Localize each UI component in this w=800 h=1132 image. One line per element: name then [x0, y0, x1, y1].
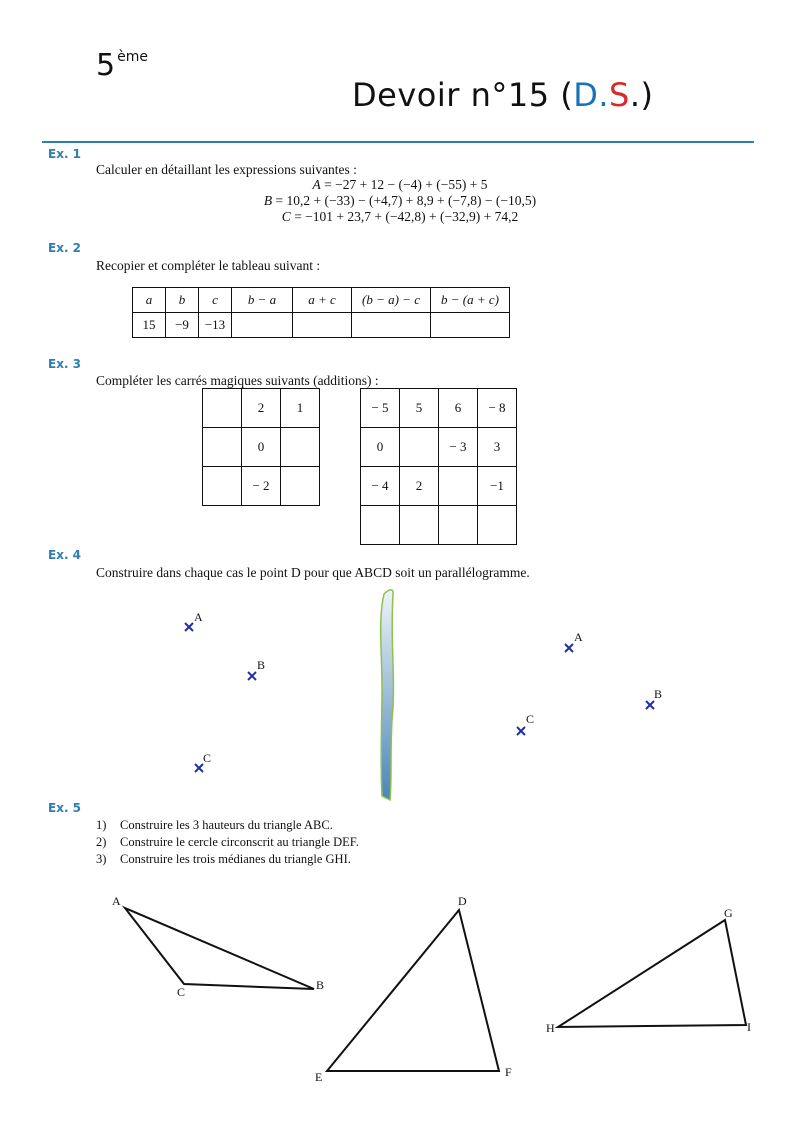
triangle-abc [125, 908, 314, 989]
square-cell: 5 [400, 389, 439, 428]
ex1-instruction: Calculer en détaillant les expressions suivantes : [96, 162, 357, 177]
table-cell: −13 [199, 313, 232, 338]
cross-mark [248, 672, 256, 680]
expression-b: B = 10,2 + (−33) − (+4,7) + 8,9 + (−7,8) − (−10,5) [263, 193, 537, 208]
ex5-list [96, 817, 359, 868]
list-item: 2) Construire le cercle circonscrit au triangle DEF. [96, 835, 359, 849]
expression-c: C = −101 + 23,7 + (−42,8) + (−32,9) + 74,2 [281, 209, 519, 224]
square-cell: −1 [478, 467, 517, 506]
square-cell: 1 [281, 389, 320, 428]
table-header-cell: b − a [232, 288, 293, 313]
triangle-ghi [558, 920, 746, 1027]
cross-mark [517, 727, 525, 735]
table-header-cell: c [199, 288, 232, 313]
cross-mark [565, 644, 573, 652]
point-label: A [574, 630, 583, 644]
square-cell: 2 [242, 389, 281, 428]
page-title: Devoir n°15 (D.S.) [352, 76, 654, 114]
table-header-cell: a + c [293, 288, 352, 313]
ex3-instruction: Compléter les carrés magiques suivants (additions) : [96, 373, 379, 388]
vertex-label: I [747, 1020, 751, 1034]
point-label: C [526, 712, 535, 726]
vertex-label: H [546, 1021, 555, 1035]
ex2-instruction: Recopier et compléter le tableau suivant : [96, 258, 321, 273]
table-cell: 15 [133, 313, 166, 338]
ex2-label: Ex. 2 [48, 241, 82, 255]
point-label: C [203, 751, 212, 765]
list-item: 1) Construire les 3 hauteurs du triangle ABC. [96, 818, 333, 832]
table-header-cell: a [133, 288, 166, 313]
table-header-cell: b [166, 288, 199, 313]
ex3-label: Ex. 3 [48, 357, 82, 371]
square-cell: 0 [242, 428, 281, 467]
ex5-label: Ex. 5 [48, 801, 82, 815]
class-level: 5 $^{ème}$ [96, 48, 148, 83]
square-cell: − 8 [478, 389, 517, 428]
square-cell: 0 [361, 428, 400, 467]
vertex-label: E [315, 1070, 323, 1084]
point-label: B [654, 687, 663, 701]
cross-mark [646, 701, 654, 709]
cross-mark [195, 764, 203, 772]
vertex-label: C [177, 985, 186, 999]
separator-band [381, 590, 394, 800]
table-header-cell: (b − a) − c [352, 288, 431, 313]
list-item: 3) Construire les trois médianes du triangle GHI. [96, 852, 351, 866]
ex1-label: Ex. 1 [48, 147, 82, 161]
point-label: A [194, 610, 203, 624]
vertex-label: A [112, 894, 121, 908]
ex4-instruction: Construire dans chaque cas le point D pour que ABCD soit un parallélogramme. [96, 565, 530, 580]
vertex-label: F [505, 1065, 512, 1079]
expression-a: A = −27 + 12 − (−4) + (−55) + 5 [312, 177, 488, 192]
vertex-label: G [724, 906, 733, 920]
square-cell: 2 [400, 467, 439, 506]
square-cell: − 3 [439, 428, 478, 467]
triangle-def [327, 910, 499, 1071]
vertex-label: D [458, 894, 467, 908]
square-cell: − 2 [242, 467, 281, 506]
table-header-cell: b − (a + c) [431, 288, 510, 313]
square-cell: 3 [478, 428, 517, 467]
point-label: B [257, 658, 266, 672]
cross-mark [185, 623, 193, 631]
ex4-label: Ex. 4 [48, 548, 82, 562]
square-cell: − 5 [361, 389, 400, 428]
square-cell: − 4 [361, 467, 400, 506]
square-cell: 6 [439, 389, 478, 428]
table-cell: −9 [166, 313, 199, 338]
vertex-label: B [316, 978, 325, 992]
